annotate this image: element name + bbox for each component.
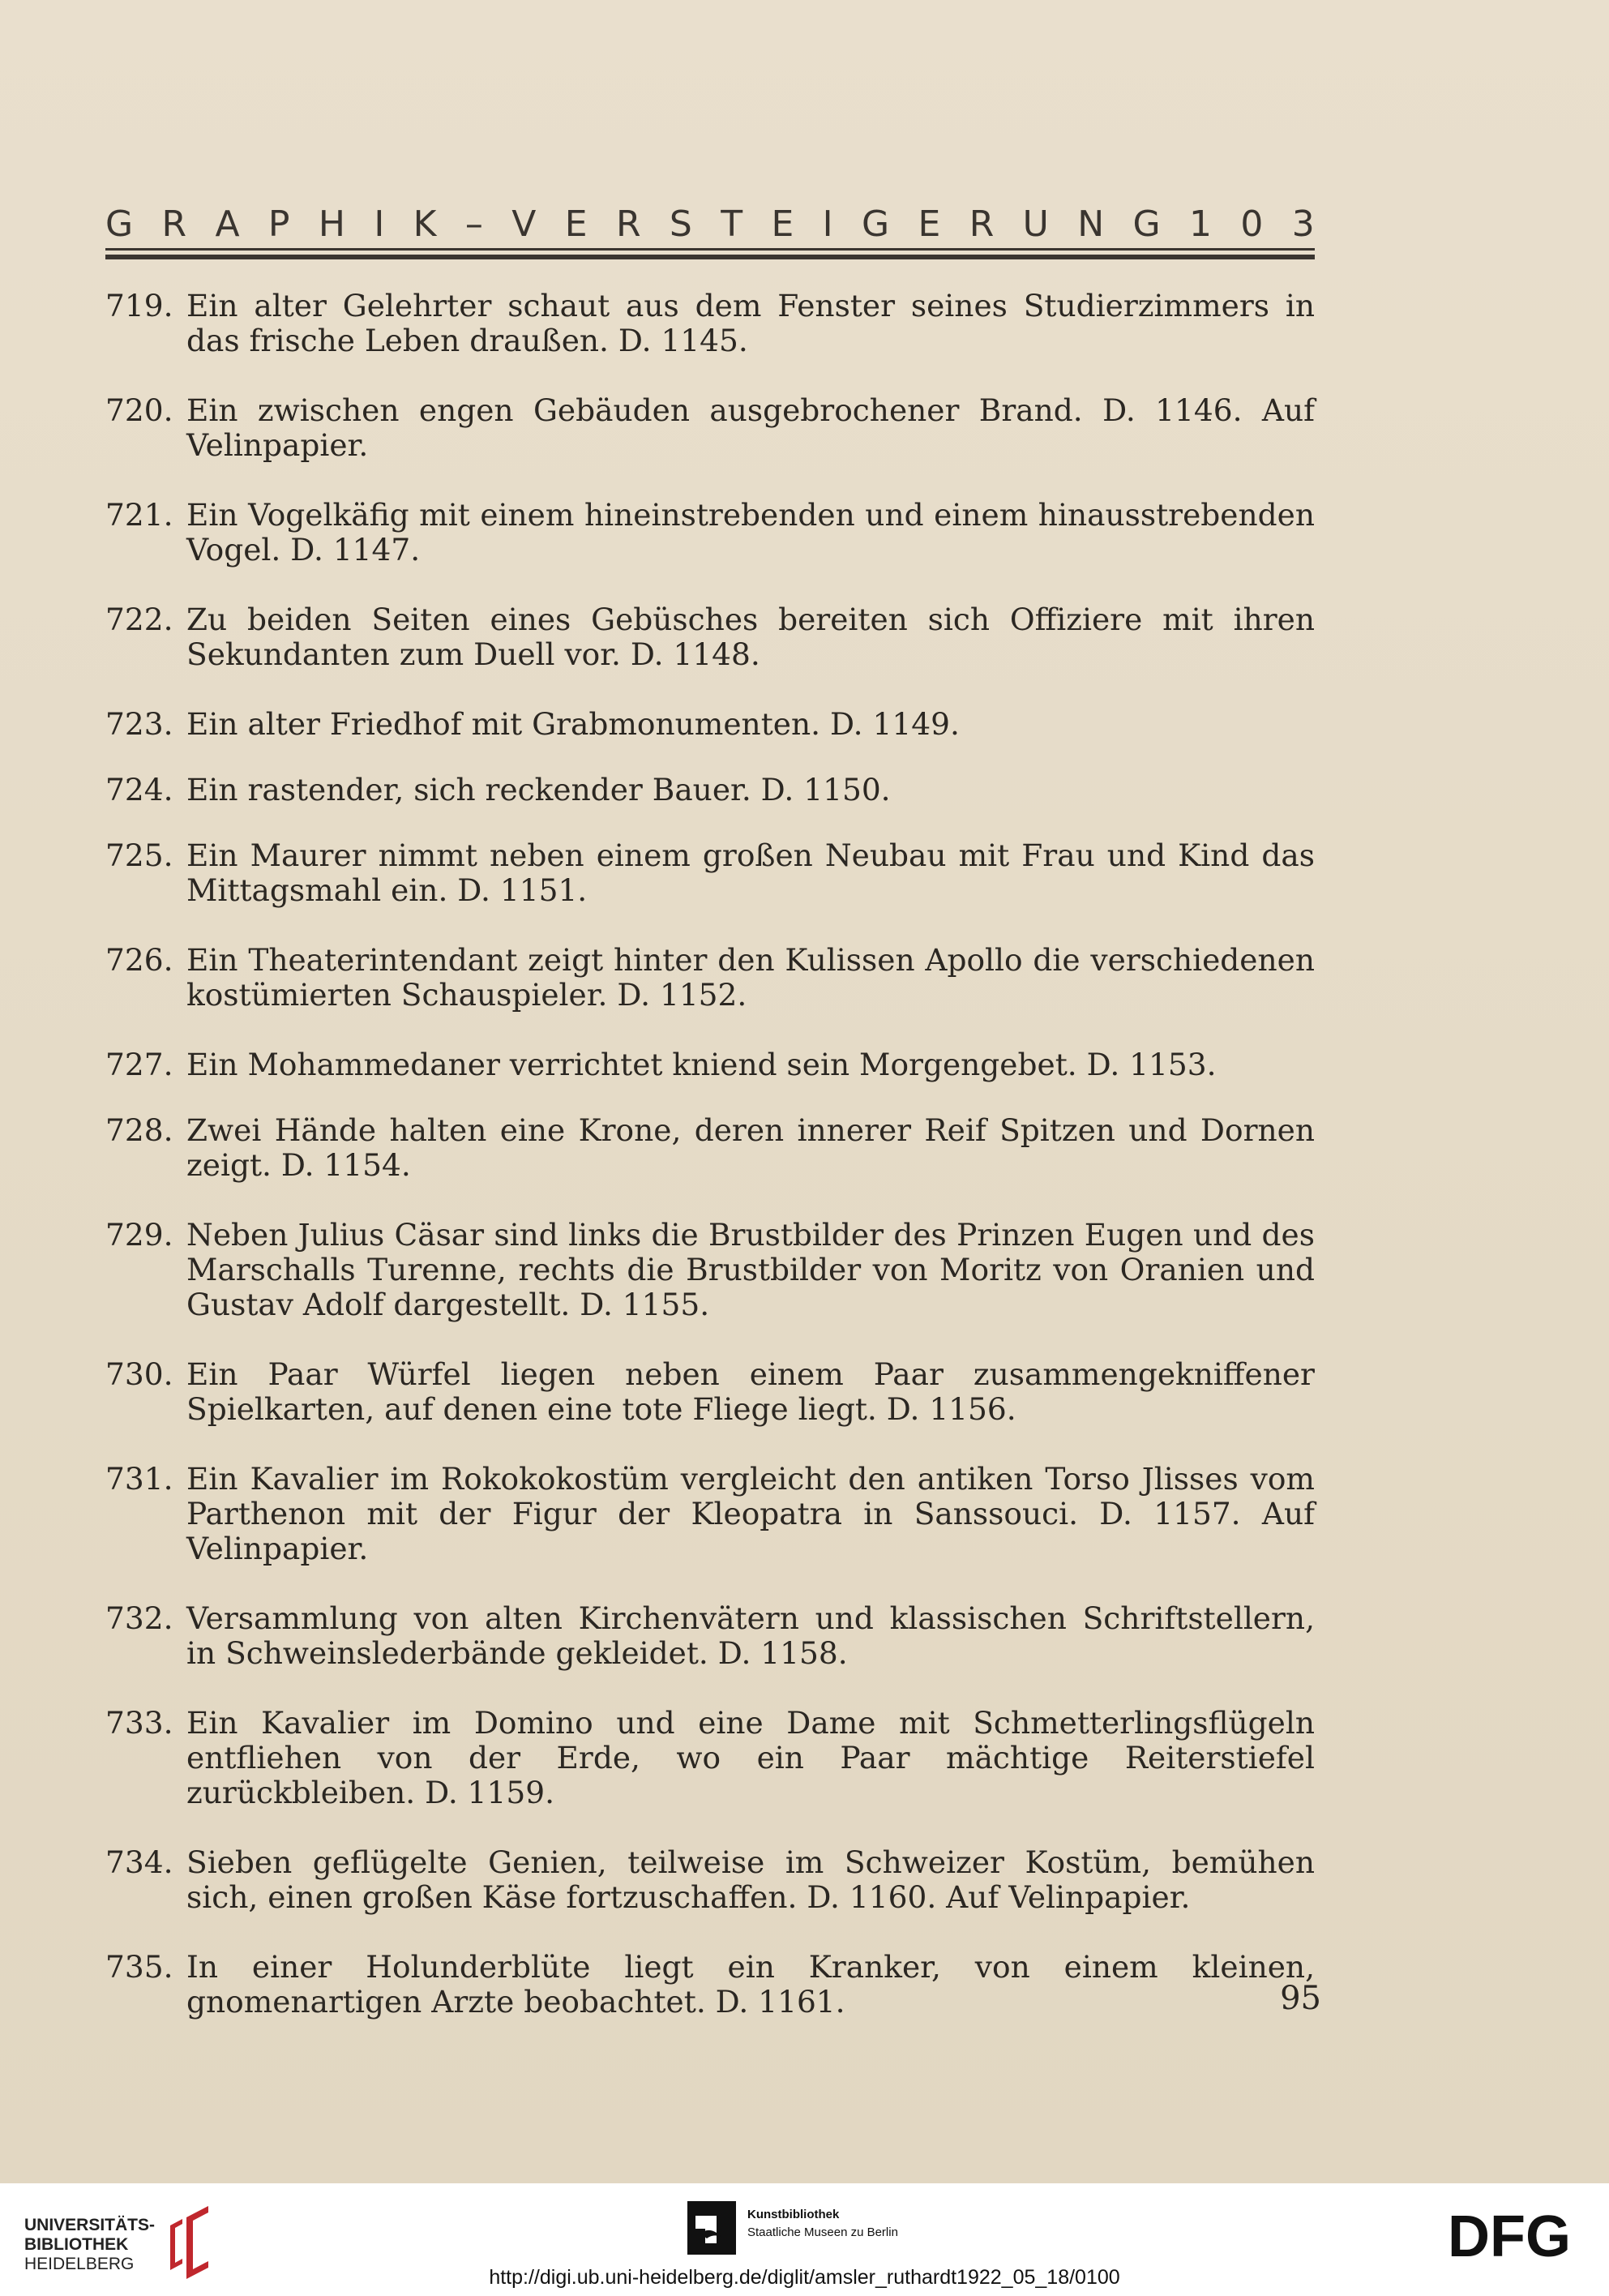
catalogue-entry	[105, 1845, 1315, 1915]
catalogue-entry	[105, 1218, 1315, 1322]
entry-text: Sieben geflügelte Genien, teilweise im Schweizer Kostüm, bemühen sich, einen großen Käse fortzuschaffen. D. 1160. Auf Velinpapier.	[186, 1844, 1315, 1915]
entry-text: Ein Kavalier im Domino und eine Dame mit Schmetterlingsflügeln entfliehen von der Erde, wo ein Paar mächtige Reiterstiefel zurückbleiben. D. 1159.	[186, 1705, 1315, 1810]
entry-number: 732.	[105, 1600, 173, 1636]
kunstbibliothek-logo[interactable]	[687, 2201, 955, 2258]
entry-number: 726.	[105, 942, 173, 978]
entry-text: Neben Julius Cäsar sind links die Brustbilder des Prinzen Eugen und des Marschalls Turenne, rechts die Brustbilder von Moritz von Oranien und Gustav Adolf dargestellt. D. 1155.	[186, 1217, 1315, 1322]
running-head	[105, 196, 1315, 245]
running-head-letter: R	[161, 203, 187, 245]
running-head-letter: P	[267, 203, 290, 245]
running-head-letter: I	[374, 203, 385, 245]
catalogue-entry	[105, 1950, 1315, 2020]
catalogue-entry	[105, 1462, 1315, 1566]
kunstbibliothek-name: Kunstbibliothek	[747, 2208, 840, 2221]
viewer-footer	[0, 2183, 1609, 2296]
running-head-letter: E	[918, 203, 941, 245]
uni-logo-line: BIBLIOTHEK	[24, 2235, 129, 2254]
running-head-letter: I	[822, 203, 833, 245]
running-head-letter: R	[969, 203, 995, 245]
catalogue-entry	[105, 393, 1315, 463]
entry-text: Versammlung von alten Kirchenvätern und klassischen Schriftstellern, in Schweinslederbände gekleidet. D. 1158.	[186, 1600, 1315, 1671]
entry-number: 725.	[105, 837, 173, 873]
entry-text: Ein Mohammedaner verrichtet kniend sein Morgengebet. D. 1153.	[186, 1047, 1217, 1082]
entry-number: 733.	[105, 1705, 173, 1741]
entry-number: 723.	[105, 706, 173, 742]
catalogue-entries	[105, 289, 1315, 2054]
running-head-letter: 3	[1291, 203, 1315, 245]
dfg-logo[interactable]	[1427, 2208, 1593, 2264]
running-head-letter: H	[318, 203, 345, 245]
running-head-letter: K	[413, 203, 437, 245]
running-head-letter: A	[215, 203, 240, 245]
entry-number: 734.	[105, 1844, 173, 1880]
entry-text: Ein Theaterintendant zeigt hinter den Kulissen Apollo die verschiedenen kostümierten Schauspieler. D. 1152.	[186, 942, 1315, 1013]
catalogue-entry	[105, 1706, 1315, 1810]
entry-number: 730.	[105, 1356, 173, 1392]
entry-text: Ein zwischen engen Gebäuden ausgebrochener Brand. D. 1146. Auf Velinpapier.	[186, 392, 1315, 463]
catalogue-entry	[105, 498, 1315, 568]
entry-text: Zwei Hände halten eine Krone, deren innerer Reif Spitzen und Dornen zeigt. D. 1154.	[186, 1112, 1315, 1183]
entry-text: Ein Maurer nimmt neben einem großen Neubau mit Frau und Kind das Mittagsmahl ein. D. 1151.	[186, 837, 1315, 908]
entry-number: 724.	[105, 772, 173, 807]
catalogue-entry	[105, 1357, 1315, 1427]
entry-number: 731.	[105, 1461, 173, 1497]
entry-text: Ein Vogelkäfig mit einem hineinstrebenden und einem hinausstrebenden Vogel. D. 1147.	[186, 497, 1315, 568]
page-number: 95	[1280, 1980, 1321, 2017]
catalogue-entry	[105, 707, 1315, 742]
catalogue-entry	[105, 602, 1315, 672]
permalink-url[interactable]: http://digi.ub.uni-heidelberg.de/diglit/amsler_ruthardt1922_05_18/0100	[489, 2266, 1120, 2289]
dfg-logo-text: DFG	[1448, 2208, 1571, 2264]
uni-logo-line: UNIVERSITÄTS-	[24, 2216, 156, 2234]
entry-number: 721.	[105, 497, 173, 533]
entry-number: 727.	[105, 1047, 173, 1082]
entry-number: 729.	[105, 1217, 173, 1253]
catalogue-entry	[105, 1601, 1315, 1671]
running-head-letter: G	[1132, 203, 1161, 245]
entry-text: Ein rastender, sich reckender Bauer. D. 1150.	[186, 772, 891, 807]
entry-text: Zu beiden Seiten eines Gebüsches bereiten sich Offiziere mit ihren Sekundanten zum Duell vor. D. 1148.	[186, 602, 1315, 672]
running-head-letter: U	[1022, 203, 1049, 245]
catalogue-entry	[105, 943, 1315, 1013]
entry-number: 728.	[105, 1112, 173, 1148]
uni-logo-line: HEIDELBERG	[24, 2255, 135, 2273]
running-head-letter: –	[464, 203, 483, 245]
running-head-letter: G	[862, 203, 890, 245]
catalogue-entry	[105, 773, 1315, 807]
header-rule-thin	[105, 248, 1315, 251]
running-head-letter: N	[1077, 203, 1105, 245]
catalogue-entry	[105, 838, 1315, 908]
kunstbibliothek-subtitle: Staatliche Museen zu Berlin	[747, 2225, 898, 2239]
running-head-letter: E	[771, 203, 794, 245]
entry-text: Ein Kavalier im Rokokokostüm vergleicht den antiken Torso Jlisses vom Parthenon mit der Figur der Kleopatra in Sanssouci. D. 1157. Auf Velinpapier.	[186, 1461, 1315, 1566]
entry-text: Ein alter Gelehrter schaut aus dem Fenster seines Studierzimmers in das frische Leben draußen. D. 1145.	[186, 288, 1315, 358]
catalogue-entry	[105, 1047, 1315, 1082]
entry-text: Ein Paar Würfel liegen neben einem Paar zusammengekniffener Spielkarten, auf denen eine tote Fliege liegt. D. 1156.	[186, 1356, 1315, 1427]
catalogue-entry	[105, 1113, 1315, 1183]
kunstbibliothek-emblem-icon	[687, 2201, 736, 2255]
catalogue-entry	[105, 289, 1315, 358]
running-head-letter: 0	[1240, 203, 1264, 245]
entry-number: 719.	[105, 288, 173, 323]
entry-text: Ein alter Friedhof mit Grabmonumenten. D. 1149.	[186, 706, 960, 742]
entry-text: In einer Holunderblüte liegt ein Kranker, von einem kleinen, gnomenartigen Arzte beobachtet. D. 1161.	[186, 1949, 1315, 2020]
header-rule-thick	[105, 255, 1315, 259]
running-head-letter: G	[105, 203, 134, 245]
running-head-letter: E	[564, 203, 588, 245]
running-head-letter: R	[615, 203, 641, 245]
entry-number: 722.	[105, 602, 173, 637]
running-head-letter: S	[669, 203, 692, 245]
entry-number: 720.	[105, 392, 173, 428]
entry-number: 735.	[105, 1949, 173, 1985]
running-head-letter: 1	[1189, 203, 1213, 245]
running-head-letter: V	[511, 203, 537, 245]
running-head-letter: T	[721, 203, 743, 245]
